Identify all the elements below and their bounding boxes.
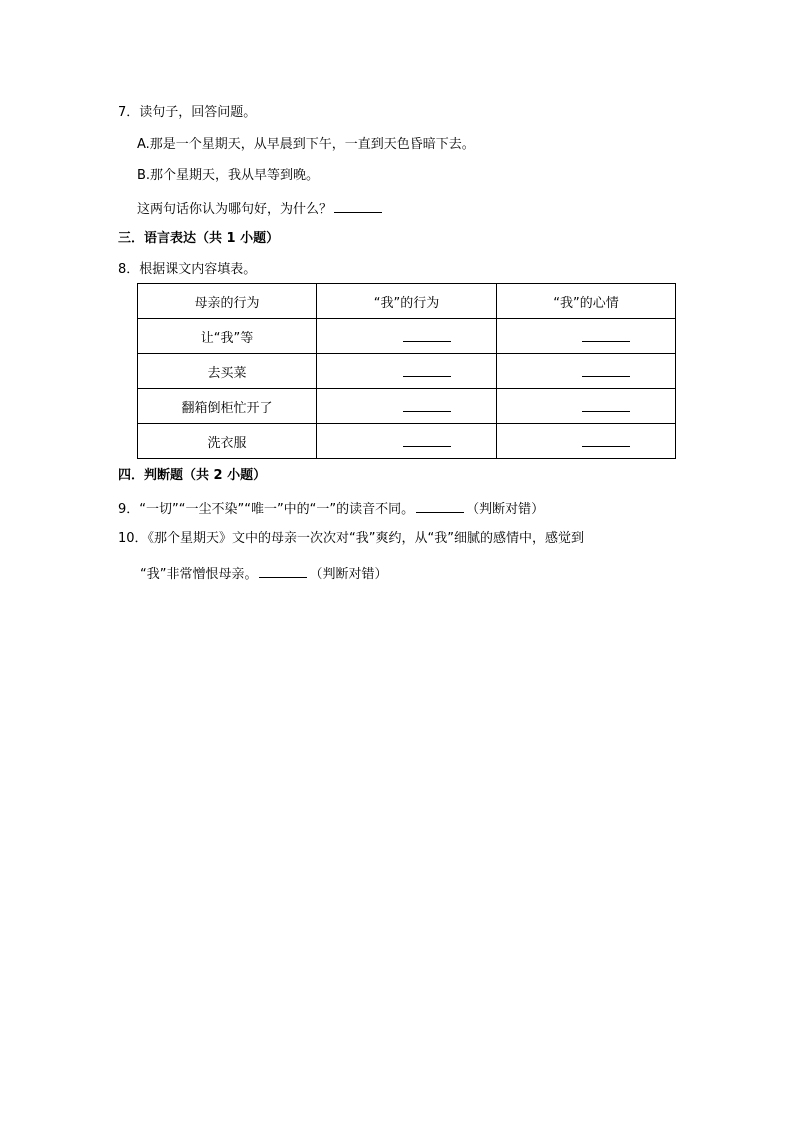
table-cell-my-feeling[interactable] — [497, 389, 676, 424]
answer-blank[interactable] — [259, 563, 307, 578]
answer-blank[interactable] — [403, 333, 451, 342]
table-row — [138, 354, 676, 389]
table-header-cell: “我”的行为 — [317, 284, 497, 319]
table-cell-my-feeling[interactable] — [497, 354, 676, 389]
table-row — [138, 319, 676, 354]
table-cell-my-action[interactable] — [317, 424, 497, 459]
answer-blank[interactable] — [582, 438, 630, 447]
answer-blank[interactable] — [582, 368, 630, 377]
question-7-sentence-b: B.那个星期天，我从早等到晚。 — [137, 168, 320, 183]
table-cell-mother-action: 让“我”等 — [138, 319, 317, 354]
question-10-line-2 — [140, 563, 388, 585]
table-cell-my-feeling[interactable] — [497, 424, 676, 459]
table-header-cell: “我”的心情 — [497, 284, 676, 319]
table-header-row — [138, 284, 676, 319]
table-cell-mother-action: 翻箱倒柜忙开了 — [138, 389, 317, 424]
section-4-title: 四．判断题（共 2 小题） — [118, 468, 267, 483]
answer-blank[interactable] — [334, 198, 382, 213]
table-cell-my-action[interactable] — [317, 389, 497, 424]
answer-blank[interactable] — [403, 438, 451, 447]
table-cell-my-action[interactable] — [317, 354, 497, 389]
table-cell-mother-action: 洗衣服 — [138, 424, 317, 459]
answer-blank[interactable] — [416, 498, 464, 513]
section-3-title: 三．语言表达（共 1 小题） — [118, 231, 280, 246]
question-7-prompt-line — [137, 198, 384, 220]
fill-in-table — [137, 283, 676, 459]
question-9-text: 9．“一切”“一尘不染”“唯一”中的“一”的读音不同。 — [118, 502, 415, 517]
question-9-line — [118, 498, 544, 520]
table-row — [138, 424, 676, 459]
question-10-line-1: 10．《那个星期天》文中的母亲一次次对“我”爽约，从“我”细腻的感情中，感觉到 — [118, 531, 584, 546]
table-cell-mother-action: 去买菜 — [138, 354, 317, 389]
question-7-sentence-a: A.那是一个星期天，从早晨到下午，一直到天色昏暗下去。 — [137, 137, 475, 152]
question-8-stem: 8．根据课文内容填表。 — [118, 262, 257, 277]
answer-blank[interactable] — [403, 368, 451, 377]
table-cell-my-feeling[interactable] — [497, 319, 676, 354]
table-row — [138, 389, 676, 424]
answer-blank[interactable] — [582, 333, 630, 342]
question-7-prompt: 这两句话你认为哪句好，为什么？ — [137, 202, 333, 217]
answer-blank[interactable] — [403, 403, 451, 412]
judge-hint: （判断对错） — [309, 567, 388, 582]
question-7-stem: 7．读句子，回答问题。 — [118, 105, 257, 120]
judge-hint: （判断对错） — [466, 502, 545, 517]
table-header-cell: 母亲的行为 — [138, 284, 317, 319]
answer-blank[interactable] — [582, 403, 630, 412]
table-cell-my-action[interactable] — [317, 319, 497, 354]
question-10-text: “我”非常憎恨母亲。 — [140, 567, 258, 582]
